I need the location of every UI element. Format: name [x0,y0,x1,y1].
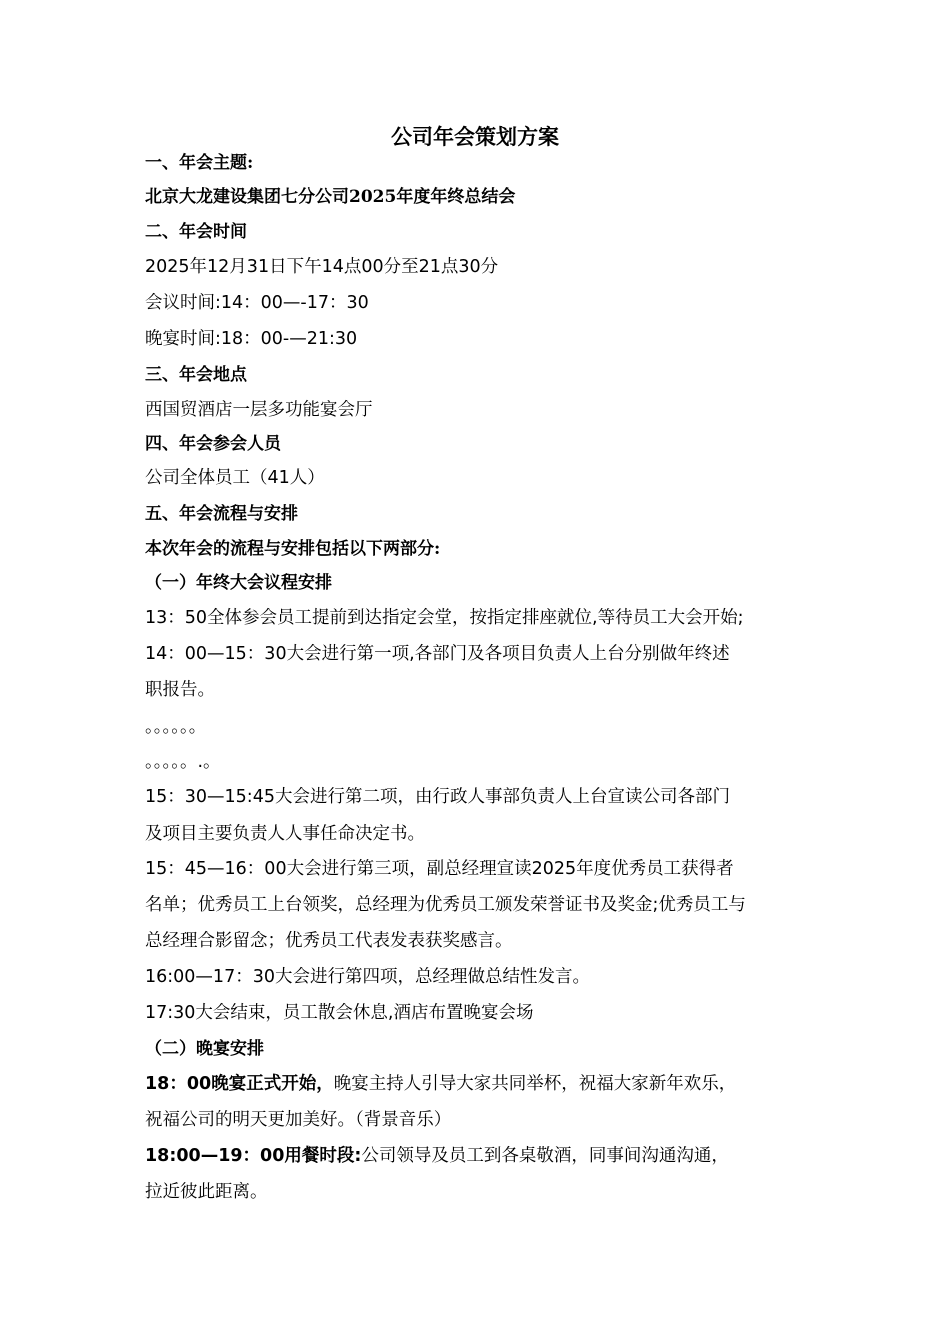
process-intro-text: 本次年会的流程与安排包括以下两部分: [145,539,441,559]
section-heading-venue: 三、年会地点 [145,365,247,385]
agenda-item-3-line1: 15：30—15:45大会进行第二项，由行政人事部负责人上台宣读公司各部门 [145,787,730,807]
ellipsis-dots-1: 。。。。。。 [145,717,207,737]
agenda-item-1: 13：50全体参会员工提前到达指定会堂，按指定排座就位,等待员工大会开始; [145,608,744,628]
agenda-item-4-line2: 名单；优秀员工上台领奖，总经理为优秀员工颁发荣誉证书及奖金;优秀员工与 [145,895,746,915]
dinner-item-2-time: 18:00—19：00用餐时段: [145,1146,362,1166]
theme-text: 北京大龙建设集团七分公司2025年度年终总结会 [145,187,516,207]
section-heading-process: 五、年会流程与安排 [145,504,298,524]
agenda-item-3-line2: 及项目主要负责人人事任命决定书。 [145,824,425,844]
attendees-text: 公司全体员工（41人） [145,468,325,488]
part2-heading: （二）晚宴安排 [145,1039,264,1059]
agenda-item-6: 17:30大会结束，员工散会休息,酒店布置晚宴会场 [145,1003,534,1023]
document-title: 公司年会策划方案 [391,124,559,149]
section-heading-attendees: 四、年会参会人员 [145,434,281,454]
agenda-item-4-line1: 15：45—16：00大会进行第三项，副总经理宣读2025年度优秀员工获得者 [145,859,734,879]
dinner-item-1-line2: 祝福公司的明天更加美好。（背景音乐） [145,1110,452,1130]
time-main-text: 2025年12月31日下午14点00分至21点30分 [145,257,499,277]
meeting-time-text: 会议时间:14：00—-17：30 [145,293,369,313]
dinner-item-2-text: 公司领导及员工到各桌敬酒，同事间沟通沟通， [361,1146,729,1166]
dinner-item-1-text: 晚宴主持人引导大家共同举杯，祝福大家新年欢乐， [333,1074,737,1094]
dinner-item-2-line1 [145,1143,815,1169]
section-heading-time: 二、年会时间 [145,222,247,242]
part1-heading: （一）年终大会议程安排 [145,573,332,593]
dinner-item-1-line1 [145,1071,815,1097]
agenda-item-2-line2: 职报告。 [145,680,215,700]
agenda-item-2-line1: 14：00—15：30大会进行第一项,各部门及各项目负责人上台分别做年终述 [145,644,730,664]
dinner-time-text: 晚宴时间:18：00-—21:30 [145,329,358,349]
dinner-item-2-line2: 拉近彼此距离。 [145,1182,268,1202]
agenda-item-4-line3: 总经理合影留念；优秀员工代表发表获奖感言。 [145,931,513,951]
agenda-item-5: 16:00—17：30大会进行第四项，总经理做总结性发言。 [145,967,590,987]
venue-text: 西国贸酒店一层多功能宴会厅 [145,400,373,420]
section-heading-theme: 一、年会主题: [145,153,254,173]
ellipsis-dots-2: 。。。。。.。 [145,752,221,772]
dinner-item-1-time: 18：00晚宴正式开始， [145,1074,334,1094]
